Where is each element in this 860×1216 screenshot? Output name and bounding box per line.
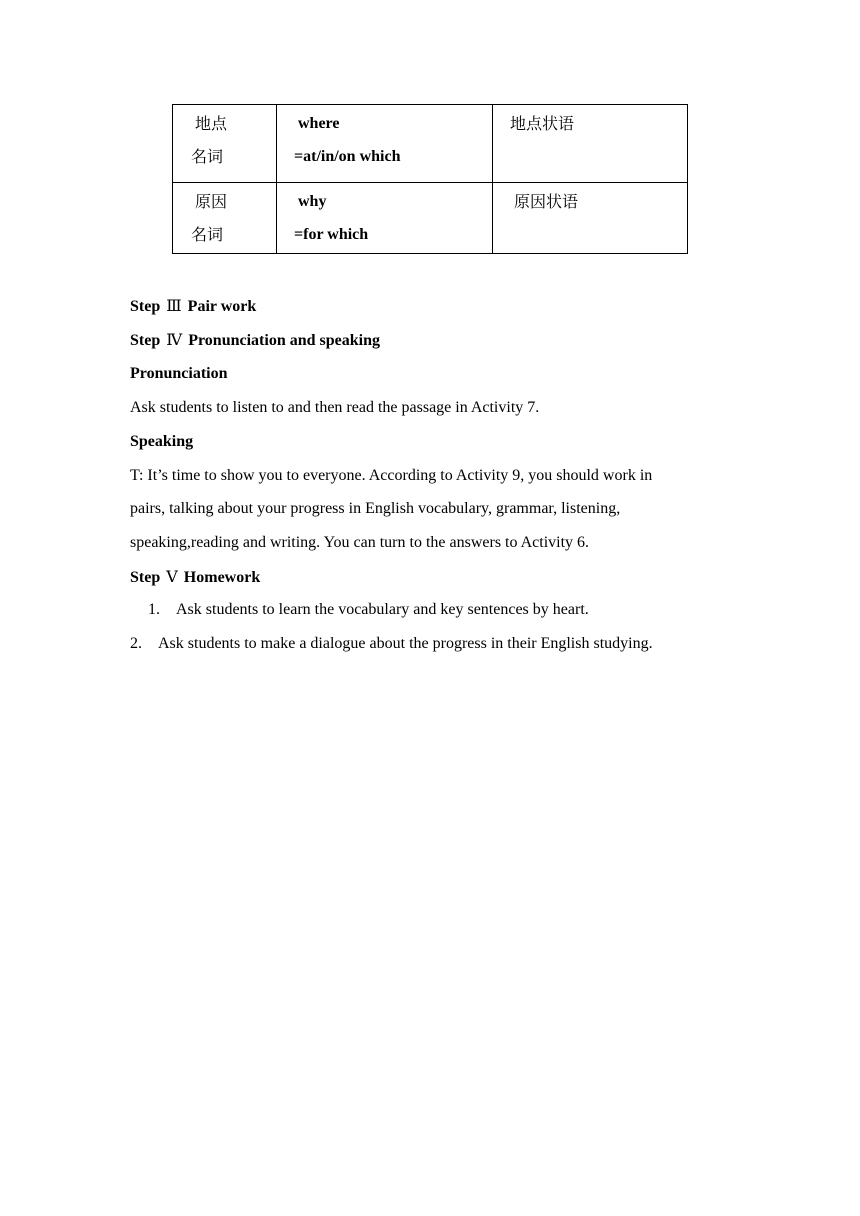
adverbial-function: 地点状语 <box>510 114 575 133</box>
homework-number: 2. <box>130 635 142 652</box>
table-cell-adverb <box>277 105 493 183</box>
relative-adverb: where <box>298 115 340 132</box>
noun-type: 名词 <box>191 147 224 166</box>
step-label: Step <box>130 569 161 586</box>
table-cell-function <box>493 105 688 183</box>
adverbial-function: 原因状语 <box>514 192 579 211</box>
table-row <box>173 105 688 183</box>
homework-number: 1. <box>148 601 160 618</box>
homework-text: Ask students to make a dialogue about the progress in their English studying. <box>158 635 653 652</box>
relative-adverb-table <box>172 104 688 254</box>
table-row <box>173 183 688 254</box>
table-cell-function <box>493 183 688 254</box>
relative-adverb: why <box>298 193 327 210</box>
speaking-heading: Speaking <box>130 433 194 450</box>
pronunciation-heading: Pronunciation <box>130 365 228 382</box>
step-label: Step <box>130 332 161 349</box>
step-numeral: Ⅳ <box>166 330 183 349</box>
adverb-equivalent: =at/in/on which <box>294 148 401 165</box>
step-title: Pair work <box>187 298 257 315</box>
homework-text: Ask students to learn the vocabulary and key sentences by heart. <box>176 601 589 618</box>
step-numeral: Ⅴ <box>166 567 178 586</box>
step-3-heading <box>130 296 256 317</box>
pronunciation-text: Ask students to listen to and then read the passage in Activity 7. <box>130 399 540 416</box>
homework-item <box>130 634 653 654</box>
noun-word: 地点 <box>195 114 228 133</box>
step-label: Step <box>130 298 161 315</box>
noun-type: 名词 <box>191 225 224 244</box>
adverb-equivalent: =for which <box>294 226 369 243</box>
speaking-line: pairs, talking about your progress in English vocabulary, grammar, listening, <box>130 500 621 517</box>
step-5-heading <box>130 567 260 588</box>
speaking-line: speaking,reading and writing. You can turn to the answers to Activity 6. <box>130 534 590 551</box>
homework-item <box>148 600 589 620</box>
step-title: Homework <box>183 569 261 586</box>
noun-word: 原因 <box>195 192 228 211</box>
table-cell-noun <box>173 183 277 254</box>
step-4-heading <box>130 330 380 351</box>
step-title: Pronunciation and speaking <box>188 332 380 349</box>
table-cell-noun <box>173 105 277 183</box>
speaking-line: T: It’s time to show you to everyone. According to Activity 9, you should work in <box>130 467 653 484</box>
step-numeral: Ⅲ <box>166 296 182 315</box>
table-cell-adverb <box>277 183 493 254</box>
